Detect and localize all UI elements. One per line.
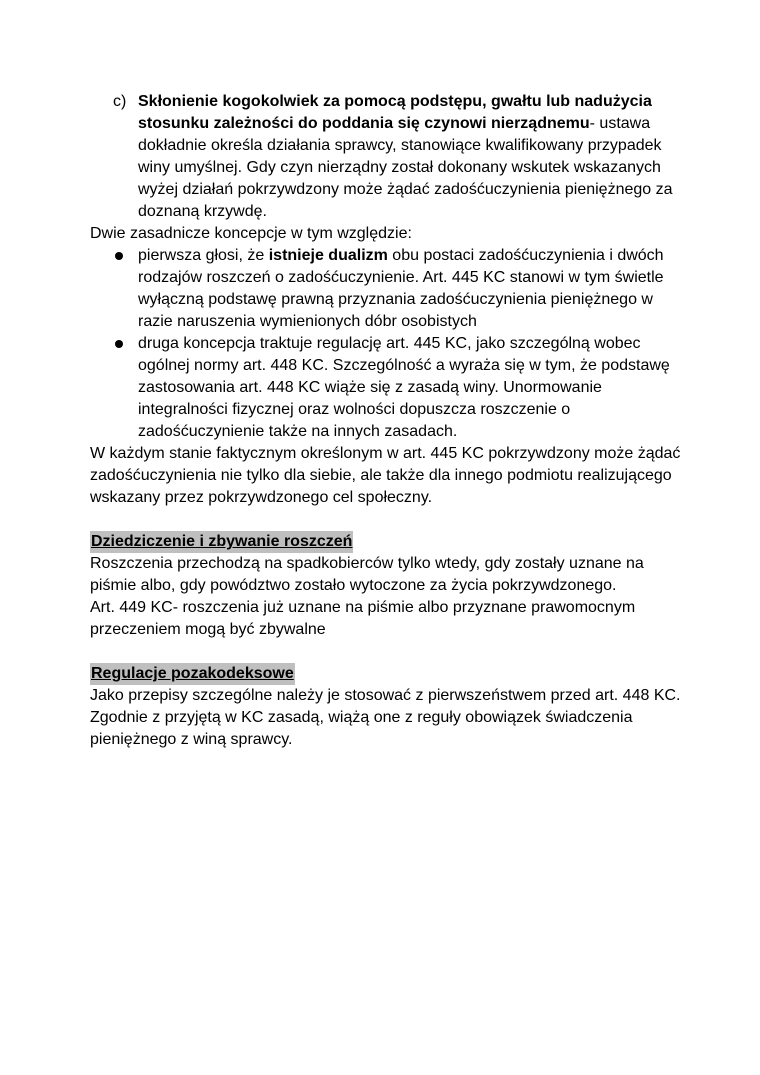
bold-phrase: istnieje dualizm: [268, 247, 388, 264]
item-text: - ustawa dokładnie określa działania sprawcy, stanowiące kwalifikowany przypadek winy umyślnej. Gdy czyn nierządny został dokonany wskutek wskazanych wyżej działań pokrzywdzony może żądać zadośćuczynienia pieniężnego za doznaną krzywdę.: [138, 115, 673, 220]
paragraph: Jako przepisy szczególne należy je stosować z pierwszeństwem przed art. 448 KC. Zgodnie z przyjętą w KC zasadą, wiążą one z reguły obowiązek świadczenia pieniężnego z winą sprawcy.: [90, 687, 681, 748]
paragraph: Art. 449 KC- roszczenia już uznane na piśmie albo przyznane prawomocnym przeczeniem mogą być zbywalne: [90, 599, 636, 638]
bullet-text-end: obu postaci zadośćuczynienia i dwóch rodzajów roszczeń o zadośćuczynienie. Art. 445 KC stanowi w tym świetle wyłączną podstawę prawną przyznania zadośćuczynienia pieniężnego w razie naruszenia wymienionych dóbr osobistych: [138, 247, 664, 330]
list-item: [90, 333, 690, 443]
paragraph: W każdym stanie faktycznym określonym w art. 445 KC pokrzywdzony może żądać zadośćuczynienia nie tylko dla siebie, ale także dla innego podmiotu realizującego wskazany przez pokrzywdzonego cel społeczny.: [90, 445, 681, 506]
bullet-list: [90, 245, 690, 443]
bullet-icon: [115, 340, 123, 348]
bullet-icon: [115, 252, 123, 260]
intro-text: Dwie zasadnicze koncepcje w tym względzie:: [90, 225, 412, 242]
section-heading-row: [90, 663, 690, 685]
bold-phrase: Skłonienie kogokolwiek za pomocą podstępu, gwałtu lub nadużycia stosunku zależności do poddania się czynowi nierządnemu: [138, 93, 652, 132]
section-heading: Regulacje pozakodeksowe: [90, 663, 295, 685]
document-body: [90, 91, 690, 751]
list-item-text: [138, 91, 690, 223]
section-heading-row: [90, 531, 690, 553]
bullet-text: druga koncepcja traktuje regulację art. 445 KC, jako szczególną wobec ogólnej normy art. 448 KC. Szczególność a wyraża się w tym, że podstawę zastosowania art. 448 KC wiąże się z zasadą winy. Unormowanie integralności fizycznej oraz wolności dopuszcza roszczenie o zadośćuczynienie także na innych zasadach.: [138, 335, 670, 440]
paragraph: Roszczenia przechodzą na spadkobierców tylko wtedy, gdy zostały uznane na piśmie albo, gdy powództwo zostało wytoczone za życia pokrzywdzonego.: [90, 555, 644, 594]
list-item-c: [90, 91, 690, 223]
bullet-text-start: pierwsza głosi, że: [138, 247, 269, 264]
list-marker: c): [113, 93, 127, 110]
section-heading: Dziedziczenie i zbywanie roszczeń: [90, 531, 353, 553]
list-item: [90, 245, 690, 333]
